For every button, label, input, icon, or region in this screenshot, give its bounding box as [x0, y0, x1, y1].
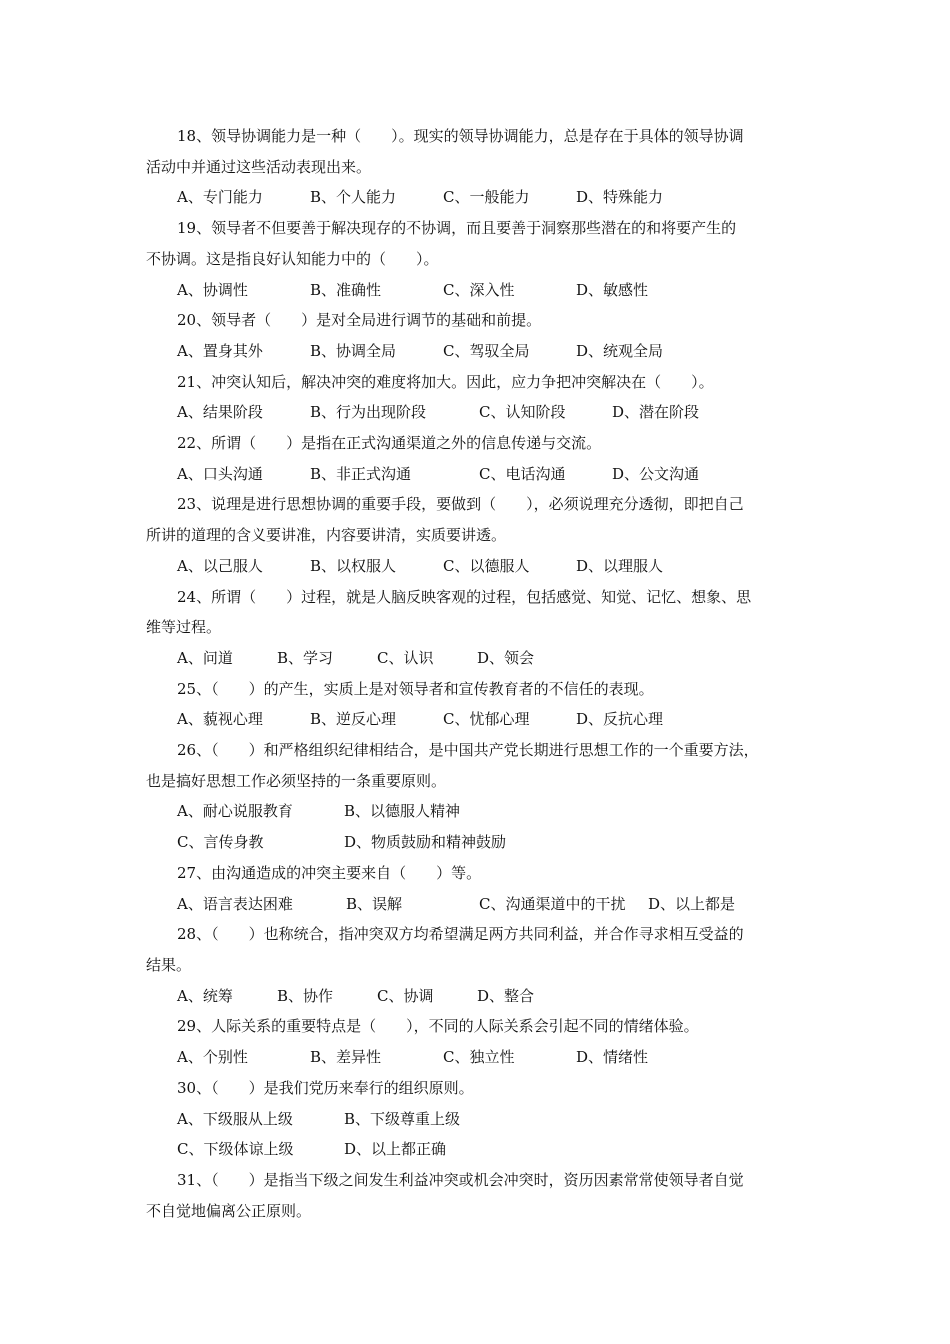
question-text-line: 不协调。这是指良好认知能力中的（ ）。: [146, 249, 439, 268]
option-d: D、整合: [477, 986, 535, 1005]
question-text-line: 23、说理是进行思想协调的重要手段，要做到（ ），必须说理充分透彻，即把自己: [177, 495, 744, 514]
option-d: D、物质鼓励和精神鼓励: [344, 833, 507, 852]
option-b: B、学习: [277, 648, 334, 667]
options-row: [146, 1104, 811, 1135]
option-b: B、误解: [346, 894, 403, 913]
question-text-line: 25、（ ）的产生，实质上是对领导者和宣传教育者的不信任的表现。: [177, 679, 654, 698]
option-c: C、认知阶段: [479, 403, 566, 422]
options-row: [146, 336, 811, 367]
options-row: [146, 1042, 811, 1073]
options-row: [146, 643, 811, 674]
option-c: C、言传身教: [177, 833, 264, 852]
question-text-line: 活动中并通过这些活动表现出来。: [146, 157, 372, 176]
question-22: [146, 428, 811, 459]
option-d: D、敏感性: [576, 280, 649, 299]
question-18: [146, 121, 811, 182]
question-text-line: 21、冲突认知后，解决冲突的难度将加大。因此，应力争把冲突解决在（ ）。: [177, 372, 714, 391]
option-d: D、情绪性: [576, 1048, 649, 1067]
option-c: C、一般能力: [443, 188, 530, 207]
question-text-line: 所讲的道理的含义要讲准，内容要讲清，实质要讲透。: [146, 526, 507, 545]
option-a: A、藐视心理: [177, 710, 263, 729]
question-text-line: 24、所谓（ ）过程，就是人脑反映客观的过程，包括感觉、知觉、记忆、想象、思: [177, 587, 752, 606]
options-row: [146, 889, 811, 920]
question-text-line: 18、领导协调能力是一种（ ）。现实的领导协调能力，总是存在于具体的领导协调: [177, 127, 744, 145]
option-c: C、驾驭全局: [443, 341, 530, 360]
option-d: D、特殊能力: [576, 188, 664, 207]
question-text-line: 维等过程。: [146, 618, 222, 637]
option-c: C、独立性: [443, 1048, 515, 1067]
question-31: [146, 1165, 811, 1226]
question-27: [146, 858, 811, 889]
option-d: D、反抗心理: [576, 710, 664, 729]
option-b: B、差异性: [310, 1048, 382, 1067]
option-a: A、口头沟通: [177, 464, 263, 483]
option-c: C、认识: [377, 648, 434, 667]
option-b: B、以德服人精神: [344, 802, 461, 821]
question-20: [146, 305, 811, 336]
option-a: A、结果阶段: [177, 403, 263, 422]
option-b: B、个人能力: [310, 188, 397, 207]
question-text-line: 27、由沟通造成的冲突主要来自（ ）等。: [177, 863, 482, 882]
option-c: C、协调: [377, 986, 434, 1005]
option-b: B、准确性: [310, 280, 382, 299]
option-b: B、以权服人: [310, 556, 397, 575]
question-text-line: 19、领导者不但要善于解决现存的不协调，而且要善于洞察那些潜在的和将要产生的: [177, 219, 737, 238]
question-23: [146, 489, 811, 550]
option-a: A、以己服人: [177, 556, 263, 575]
option-b: B、非正式沟通: [310, 464, 412, 483]
options-row: [146, 796, 811, 827]
question-text-line: 28、（ ）也称统合，指冲突双方均希望满足两方共同利益，并合作寻求相互受益的: [177, 925, 744, 944]
question-25: [146, 674, 811, 705]
option-b: B、行为出现阶段: [310, 403, 427, 422]
options-row: [146, 459, 811, 490]
option-a: A、统筹: [177, 986, 233, 1005]
option-c: C、忧郁心理: [443, 710, 530, 729]
question-text-line: 不自觉地偏离公正原则。: [146, 1201, 312, 1220]
question-text-line: 20、领导者（ ）是对全局进行调节的基础和前提。: [177, 311, 542, 330]
option-d: D、以理服人: [576, 556, 664, 575]
question-text-line: 31、（ ）是指当下级之间发生利益冲突或机会冲突时，资历因素常常使领导者自觉: [177, 1170, 744, 1189]
option-a: A、语言表达困难: [177, 894, 293, 913]
option-c: C、深入性: [443, 280, 515, 299]
question-28: [146, 919, 811, 980]
question-29: [146, 1011, 811, 1042]
option-a: A、置身其外: [177, 341, 263, 360]
question-text-line: 26、（ ）和严格组织纪律相结合，是中国共产党长期进行思想工作的一个重要方法，: [177, 741, 759, 760]
option-a: A、下级服从上级: [177, 1109, 293, 1128]
option-d: D、领会: [477, 648, 535, 667]
option-d: D、以上都是: [648, 894, 736, 913]
option-d: D、以上都正确: [344, 1140, 447, 1159]
question-text-line: 30、（ ）是我们党历来奉行的组织原则。: [177, 1078, 474, 1097]
option-c: C、下级体谅上级: [177, 1140, 294, 1159]
option-d: D、公文沟通: [612, 464, 700, 483]
option-c: C、电话沟通: [479, 464, 566, 483]
question-19: [146, 213, 811, 274]
question-text-line: 29、人际关系的重要特点是（ ），不同的人际关系会引起不同的情绪体验。: [177, 1017, 699, 1036]
question-text-line: 结果。: [146, 955, 192, 974]
option-b: B、协调全局: [310, 341, 397, 360]
option-a: A、专门能力: [177, 188, 263, 207]
question-24: [146, 582, 811, 643]
options-row: [146, 704, 811, 735]
options-row: [146, 827, 811, 858]
option-c: C、沟通渠道中的干扰: [479, 894, 626, 913]
question-21: [146, 367, 811, 398]
option-a: A、问道: [177, 648, 233, 667]
question-list: [146, 121, 811, 1226]
options-row: [146, 981, 811, 1012]
options-row: [146, 551, 811, 582]
option-a: A、个别性: [177, 1048, 248, 1067]
options-row: [146, 275, 811, 306]
option-a: A、耐心说服教育: [177, 802, 293, 821]
question-26: [146, 735, 811, 796]
option-b: B、协作: [277, 986, 334, 1005]
question-text-line: 也是搞好思想工作必须坚持的一条重要原则。: [146, 771, 447, 790]
option-c: C、以德服人: [443, 556, 530, 575]
question-text-line: 22、所谓（ ）是指在正式沟通渠道之外的信息传递与交流。: [177, 434, 602, 453]
option-a: A、协调性: [177, 280, 248, 299]
option-d: D、统观全局: [576, 341, 664, 360]
question-30: [146, 1073, 811, 1104]
options-row: [146, 397, 811, 428]
option-b: B、下级尊重上级: [344, 1109, 461, 1128]
options-row: [146, 1134, 811, 1165]
option-b: B、逆反心理: [310, 710, 397, 729]
options-row: [146, 182, 811, 213]
option-d: D、潜在阶段: [612, 403, 700, 422]
